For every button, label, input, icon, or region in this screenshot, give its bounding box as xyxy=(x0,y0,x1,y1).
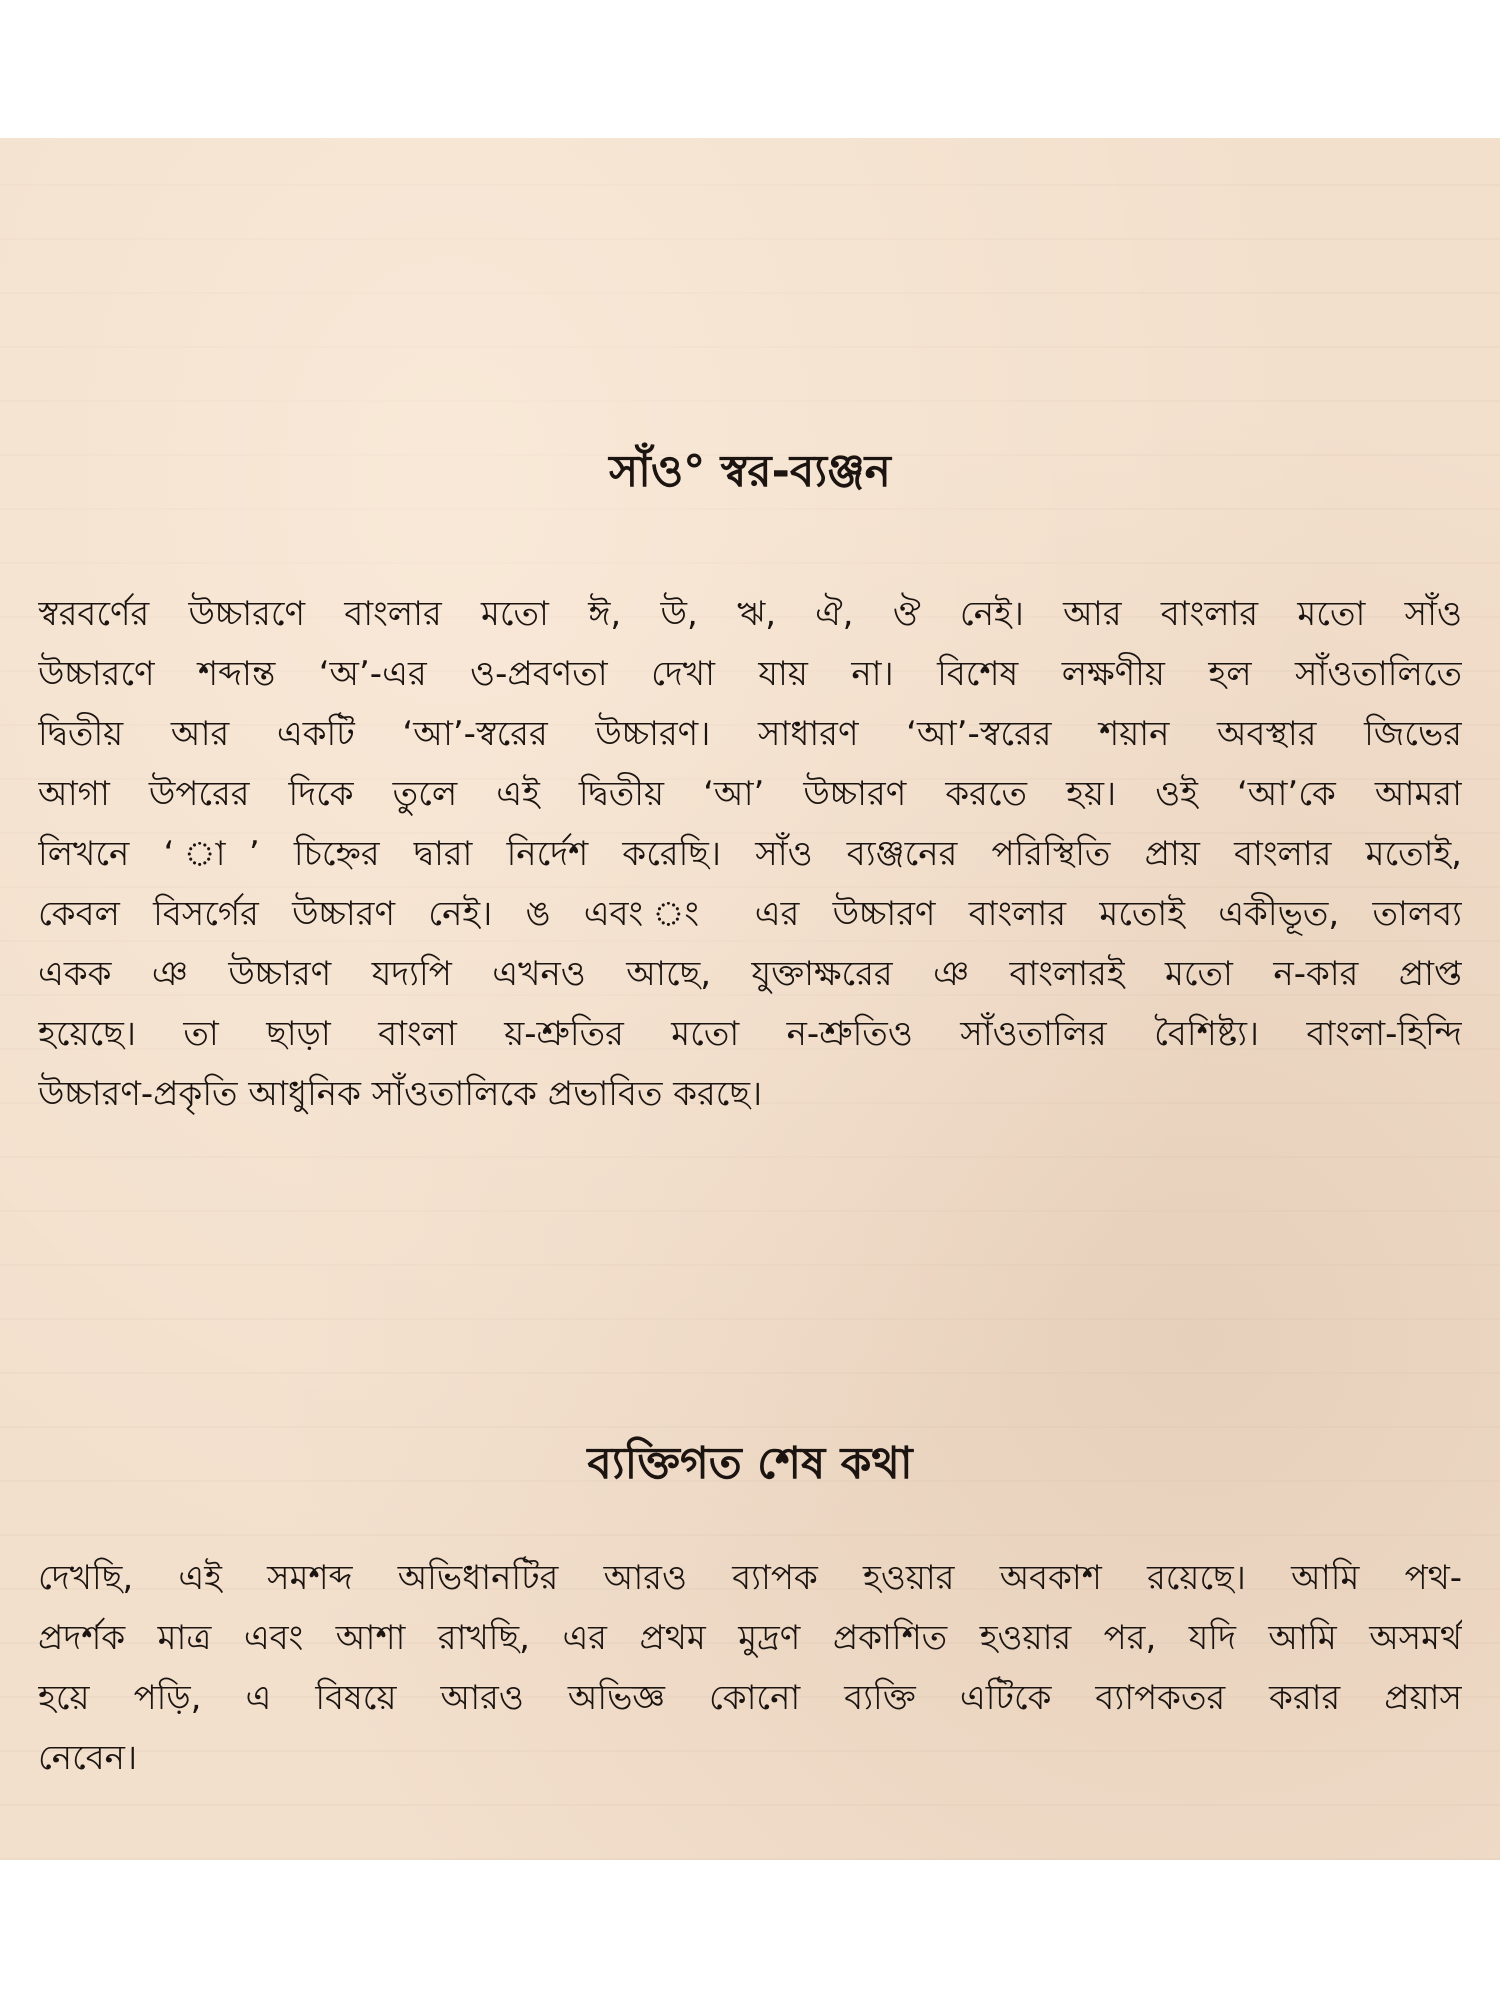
paragraph-line: উচ্চারণে শব্দান্ত ‘অ’-এর ও-প্রবণতা দেখা যায় না। বিশেষ লক্ষণীয় হল সাঁওতালিতে xyxy=(38,654,1462,694)
paragraph-line: কেবল বিসর্গের উচ্চারণ নেই। ঙ এবং ং এর উচ্চারণ বাংলার মতোই একীভূত, তালব্য xyxy=(38,894,1462,934)
paragraph-line: নেবেন। xyxy=(38,1738,138,1778)
section-heading-vowel-consonant: সাঁও° স্বর-ব্যঞ্জন xyxy=(609,446,891,497)
paragraph-line: স্বরবর্ণের উচ্চারণে বাংলার মতো ঈ, উ, ঋ, ঐ, ঔ নেই। আর বাংলার মতো সাঁও xyxy=(38,594,1462,634)
paragraph-line: লিখনে ‘ া’ চিহ্নের দ্বারা নির্দেশ করেছি। সাঁও ব্যঞ্জনের পরিস্থিতি প্রায় বাংলার মতোই, xyxy=(38,834,1462,874)
paragraph-line: প্রদর্শক মাত্র এবং আশা রাখছি, এর প্রথম মুদ্রণ প্রকাশিত হওয়ার পর, যদি আমি অসমর্থ xyxy=(38,1618,1462,1658)
paragraph-line: একক ঞ উচ্চারণ যদ্যপি এখনও আছে, যুক্তাক্ষরের ঞ বাংলারই মতো ন-কার প্রাপ্ত xyxy=(38,954,1462,994)
paragraph-line: হয়ে পড়ি, এ বিষয়ে আরও অভিজ্ঞ কোনো ব্যক্তি এটিকে ব্যাপকতর করার প্রয়াস xyxy=(38,1678,1462,1718)
paragraph-line: উচ্চারণ-প্রকৃতি আধুনিক সাঁওতালিকে প্রভাবিত করছে। xyxy=(38,1074,763,1114)
paragraph-line: দেখছি, এই সমশব্দ অভিধানটির আরও ব্যাপক হওয়ার অবকাশ রয়েছে। আমি পথ- xyxy=(38,1558,1462,1598)
paragraph-line: দ্বিতীয় আর একটি ‘আ’-স্বরের উচ্চারণ। সাধারণ ‘আ’-স্বরের শয়ান অবস্থার জিভের xyxy=(38,714,1462,754)
paragraph-line: আগা উপরের দিকে তুলে এই দ্বিতীয় ‘আ’ উচ্চারণ করতে হয়। ওই ‘আ’কে আমরা xyxy=(38,774,1462,814)
paragraph-line: হয়েছে। তা ছাড়া বাংলা য়-শ্রুতির মতো ন-শ্রুতিও সাঁওতালির বৈশিষ্ট্য। বাংলা-হিন্দি xyxy=(38,1014,1462,1054)
paragraph-vowel-consonant xyxy=(38,584,1462,1124)
section-heading-personal-final-words: ব্যক্তিগত শেষ কথা xyxy=(587,1438,913,1489)
paragraph-personal-final-words xyxy=(38,1548,1462,1788)
